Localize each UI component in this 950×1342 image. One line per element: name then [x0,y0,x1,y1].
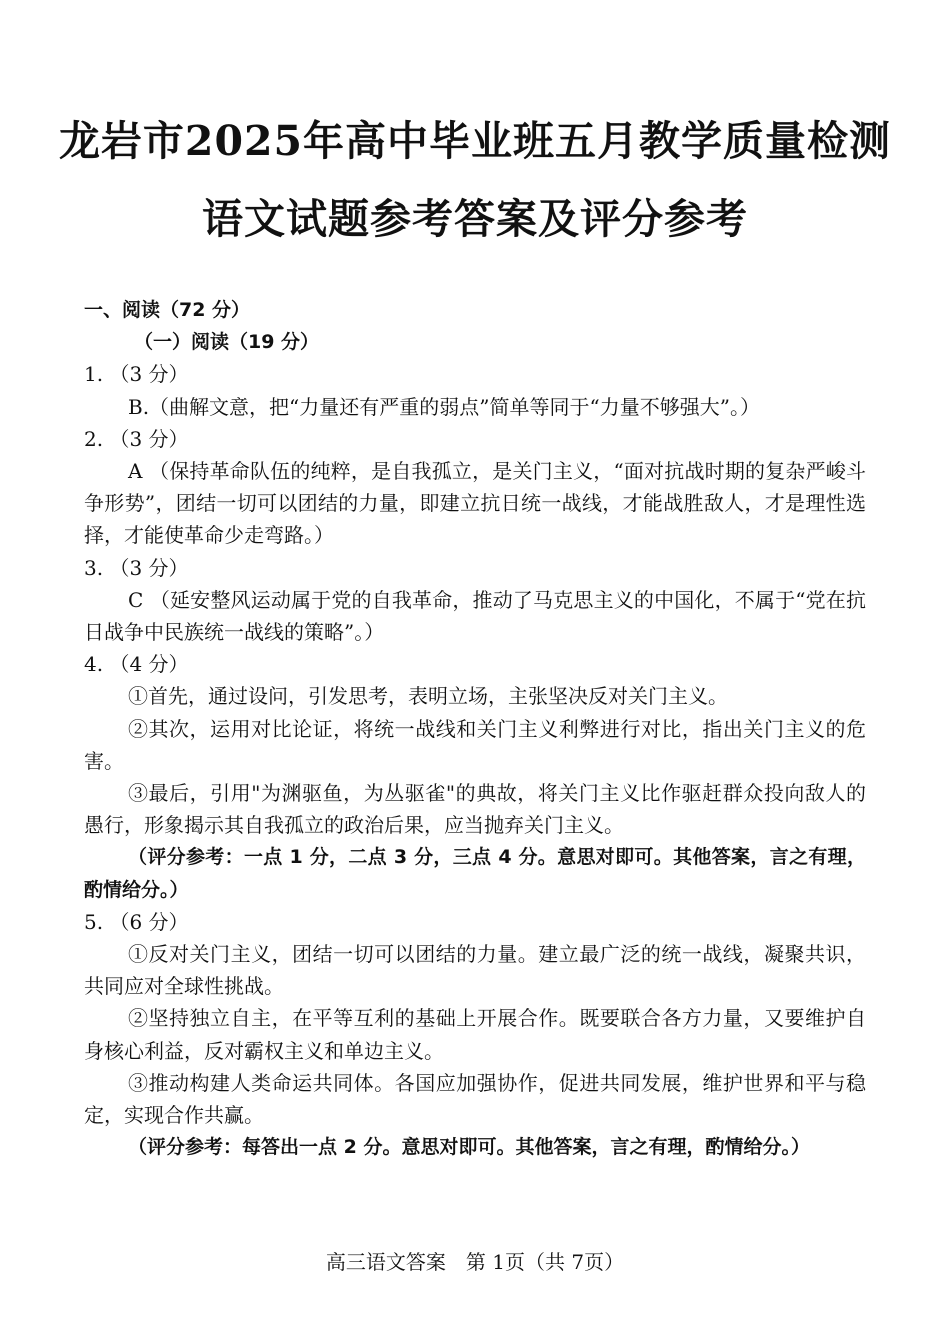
question-1-number: 1. （3 分） [84,362,189,387]
question-4-scoring: （评分参考：一点 1 分，二点 3 分，三点 4 分。意思对即可。其他答案，言之有理，酌情给分。） [84,846,866,901]
document-subtitle: 语文试题参考答案及评分参考 [202,195,748,243]
question-1-answer: B.（曲解文意，把“力量还有严重的弱点”简单等同于“力量不够强大”。） [128,394,760,419]
question-4-point-3: ③最后，引用"为渊驱鱼，为丛驱雀"的典故，将关门主义比作驱赶群众投向敌人的愚行，形象揭示其自我孤立的政治后果，应当抛弃关门主义。 [84,781,866,838]
answer-content [84,294,866,1163]
page-footer: 高三语文答案 第 1页（共 7页） [325,1250,625,1274]
subsection-heading: （一）阅读（19 分） [134,331,320,354]
question-4-point-1: ①首先，通过设问，引发思考，表明立场，主张坚决反对关门主义。 [128,684,728,709]
question-5-scoring: （评分参考：每答出一点 2 分。意思对即可。其他答案，言之有理，酌情给分。） [128,1136,810,1159]
question-2-number: 2. （3 分） [84,426,189,451]
question-4-point-2: ②其次，运用对比论证，将统一战线和关门主义利弊进行对比，指出关门主义的危害。 [84,716,866,773]
question-3-answer: C （延安整风运动属于党的自我革命，推动了马克思主义的中国化，不属于“党在抗日战争中民族统一战线的策略”。） [84,587,866,645]
question-5-point-3: ③推动构建人类命运共同体。各国应加强协作，促进共同发展，维护世界和平与稳定，实现合作共赢。 [84,1070,866,1128]
question-3-number: 3. （3 分） [84,555,189,580]
document-title: 龙岩市2025年高中毕业班五月教学质量检测 [58,117,892,165]
section-heading: 一、阅读（72 分） [84,299,251,321]
question-5-number: 5. （6 分） [84,909,189,934]
question-2-answer: A （保持革命队伍的纯粹，是自我孤立，是关门主义，“面对抗战时期的复杂严峻斗争形势”，团结一切可以团结的力量，即建立抗日统一战线，才能战胜敌人，才是理性选择，才能使革命少走弯路。） [84,459,866,548]
question-4-number: 4. （4 分） [84,652,189,677]
question-5-point-2: ②坚持独立自主，在平等互利的基础上开展合作。既要联合各方力量，又要维护自身核心利益，反对霸权主义和单边主义。 [84,1006,866,1063]
question-5-point-1: ①反对关门主义，团结一切可以团结的力量。建立最广泛的统一战线，凝聚共识，共同应对全球性挑战。 [84,942,866,999]
